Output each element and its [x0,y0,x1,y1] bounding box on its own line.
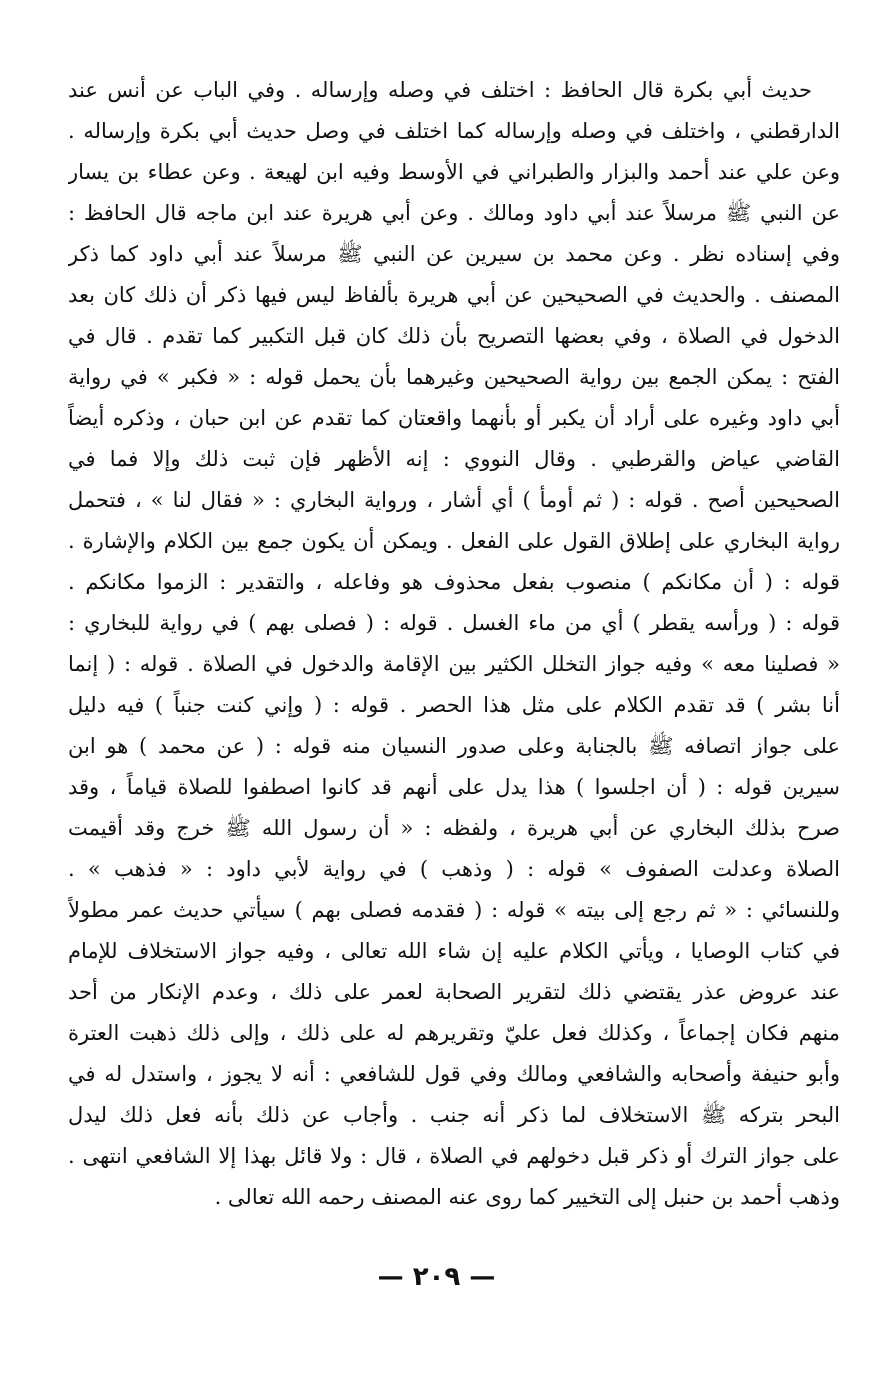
text-line: الصحيحين أصح . قوله : ( ثم أومأ ) أي أشار ، ورواية البخاري : « فقال لنا » ، فتحمل [68,488,840,512]
text-line: وللنسائي : « ثم رجع إلى بيته » قوله : ( فقدمه فصلى بهم ) سيأتي حديث عمر مطولاً [68,898,840,922]
text-line: الدخول في الصلاة ، وفي بعضها التصريح بأن ذلك كان قبل التكبير كما تقدم . قال في [68,324,840,348]
text-line: عند عروض عذر يقتضي ذلك لتقرير الصحابة لعمر على ذلك ، وعدم الإنكار من أحد [68,980,840,1004]
text-line: سيرين قوله : ( أن اجلسوا ) هذا يدل على أنهم قد كانوا اصطفوا للصلاة قياماً ، وقد [68,775,840,799]
text-line: وفي إسناده نظر . وعن محمد بن سيرين عن النبي ﷺ مرسلاً عند أبي داود كما ذكر [68,242,840,266]
text-line: في كتاب الوصايا ، ويأتي الكلام عليه إن شاء الله تعالى ، وفيه جواز الاستخلاف للإمام [68,939,840,963]
text-line: صرح بذلك البخاري عن أبي هريرة ، ولفظه : « أن رسول الله ﷺ خرج وقد أقيمت [68,816,840,840]
text-line: قوله : ( أن مكانكم ) منصوب بفعل محذوف هو وفاعله ، والتقدير : الزموا مكانكم . [68,570,840,594]
page-number: — ٢٠٩ — [377,1262,496,1292]
text-line: منهم فكان إجماعاً ، وكذلك فعل عليّ وتقريرهم له على ذلك ، وإلى ذلك ذهبت العترة [68,1021,840,1045]
text-line: على جواز الترك أو ذكر قبل دخولهم في الصلاة ، قال : ولا قائل بهذا إلا الشافعي انتهى . [68,1144,840,1168]
text-line: وعن علي عند أحمد والبزار والطبراني في الأوسط وفيه ابن لهيعة . وعن عطاء بن يسار [68,160,840,184]
text-line: قوله : ( ورأسه يقطر ) أي من ماء الغسل . قوله : ( فصلى بهم ) في رواية للبخاري : [68,611,840,635]
text-line: الدارقطني ، واختلف في وصله وإرساله كما اختلف في وصل حديث أبي بكرة وإرساله . [68,119,840,143]
text-line: أنا بشر ) قد تقدم الكلام على مثل هذا الحصر . قوله : ( وإني كنت جنباً ) فيه دليل [68,693,840,717]
text-line: وأبو حنيفة وأصحابه والشافعي ومالك وفي قول للشافعي : أنه لا يجوز ، واستدل له في [68,1062,840,1086]
text-line: البحر بتركه ﷺ الاستخلاف لما ذكر أنه جنب . وأجاب عن ذلك بأنه فعل ذلك ليدل [68,1103,840,1127]
text-line: أبي داود وغيره على أراد أن يكبر أو بأنهما واقعتان كما تقدم عن ابن حبان ، وذكره أيضاً [68,406,840,430]
text-line: القاضي عياض والقرطبي . وقال النووي : إنه الأظهر فإن ثبت ذلك وإلا فما في [68,447,840,471]
body-text [68,70,840,1218]
text-line: الصلاة وعدلت الصفوف » قوله : ( وذهب ) في رواية لأبي داود : « فذهب » . [68,857,840,881]
text-line: المصنف . والحديث في الصحيحين عن أبي هريرة بألفاظ ليس فيها ذكر أن ذلك كان بعد [68,283,840,307]
text-line: عن النبي ﷺ مرسلاً عند أبي داود ومالك . وعن أبي هريرة عند ابن ماجه قال الحافظ : [68,201,840,225]
text-line: وذهب أحمد بن حنبل إلى التخيير كما روى عنه المصنف رحمه الله تعالى . [214,1185,840,1209]
text-line: « فصلينا معه » وفيه جواز التخلل الكثير بين الإقامة والدخول في الصلاة . قوله : ( إنما [68,652,840,676]
text-line: حديث أبي بكرة قال الحافظ : اختلف في وصله وإرساله . وفي الباب عن أنس عند [68,78,812,102]
text-line: رواية البخاري على إطلاق القول على الفعل . ويمكن أن يكون جمع بين الكلام والإشارة . [68,529,840,553]
text-line: الفتح : يمكن الجمع بين رواية الصحيحين وغيرهما بأن يحمل قوله : « فكبر » في رواية [68,365,840,389]
text-line: على جواز اتصافه ﷺ بالجنابة وعلى صدور النسيان منه قوله : ( عن محمد ) هو ابن [68,734,840,758]
